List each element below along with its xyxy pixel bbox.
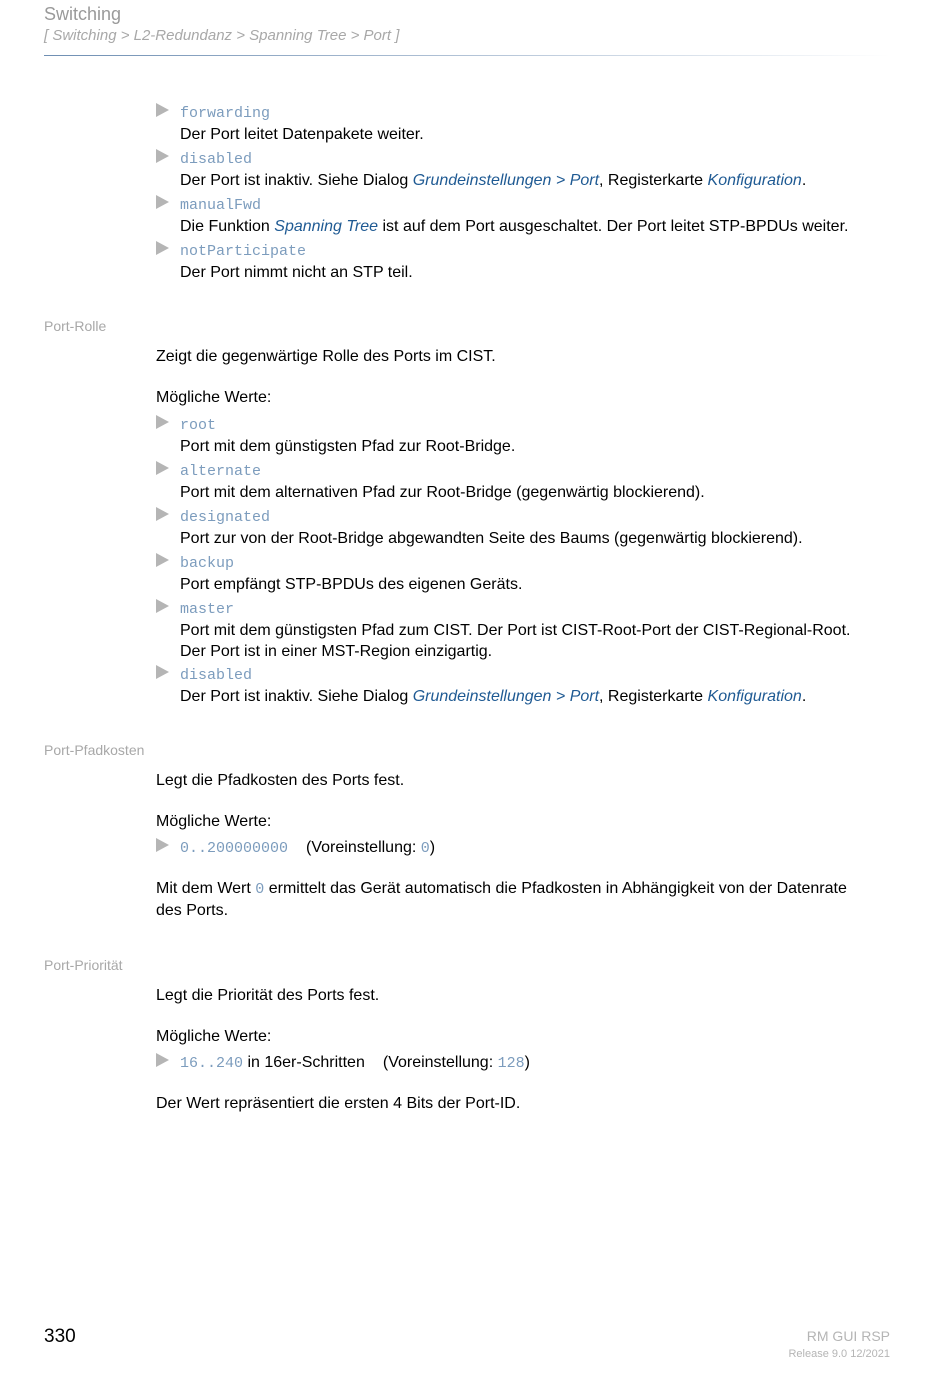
tab-link[interactable]: Konfiguration — [707, 172, 802, 189]
bullet-triangle-icon — [156, 599, 169, 613]
page-number: 330 — [44, 1326, 76, 1347]
section-description: Legt die Priorität des Ports fest. — [156, 987, 380, 1004]
possible-values-label: Mögliche Werte: — [156, 389, 272, 406]
bullet-triangle-icon — [156, 553, 169, 567]
dialog-link[interactable]: Grundeinstellungen > Port — [412, 688, 600, 705]
value-code: root — [180, 417, 217, 434]
default-value: 128 — [497, 1055, 525, 1072]
value-code: disabled — [180, 667, 253, 684]
value-description: Der Port ist inaktiv. Siehe Dialog Grundeinstellungen > Port, Registerkarte Konfiguration. — [180, 688, 807, 705]
section-label: Port-Pfadkosten — [44, 742, 145, 758]
bullet-triangle-icon — [156, 461, 169, 475]
value-range: 0..200000000 — [180, 840, 289, 857]
list-item — [156, 414, 515, 457]
section-description: Legt die Pfadkosten des Ports fest. — [156, 772, 405, 789]
list-item — [156, 506, 803, 549]
value-description: Der Port ist in einer MST-Region einzigartig. — [180, 643, 493, 660]
dialog-link[interactable]: Grundeinstellungen > Port — [412, 172, 600, 189]
value-code: backup — [180, 555, 235, 572]
bullet-triangle-icon — [156, 195, 169, 209]
tab-link[interactable]: Konfiguration — [707, 688, 802, 705]
value-code: designated — [180, 509, 271, 526]
value-code: forwarding — [180, 105, 271, 122]
default-label: (Voreinstellung: — [306, 839, 421, 856]
value-code: disabled — [180, 151, 253, 168]
value-description: Der Port ist inaktiv. Siehe Dialog Grundeinstellungen > Port, Registerkarte Konfiguration. — [180, 172, 807, 189]
value-description: Die Funktion Spanning Tree ist auf dem Port ausgeschaltet. Der Port leitet STP-BPDUs weiter. — [180, 218, 849, 235]
list-item — [156, 148, 806, 191]
list-item — [156, 240, 413, 283]
value-range: 16..240 — [180, 1055, 244, 1072]
value-description: Port mit dem günstigsten Pfad zur Root-Bridge. — [180, 438, 516, 455]
bullet-triangle-icon — [156, 415, 169, 429]
value-description: Port empfängt STP-BPDUs des eigenen Geräts. — [180, 576, 523, 593]
section-description: Zeigt die gegenwärtige Rolle des Ports im CIST. — [156, 348, 496, 365]
value-description: Der Port nimmt nicht an STP teil. — [180, 264, 413, 281]
value-code: master — [180, 601, 235, 618]
section-note: Mit dem Wert 0 ermittelt das Gerät automatisch die Pfadkosten in Abhängigkeit von der Datenrate des Ports. — [156, 880, 847, 919]
bullet-triangle-icon — [156, 103, 169, 117]
list-item: 16..240 in 16er-Schritten (Voreinstellung: 128) — [156, 1052, 530, 1074]
breadcrumb: [ Switching > L2-Redundanz > Spanning Tree > Port ] — [44, 27, 400, 44]
list-item — [156, 598, 850, 662]
page-header-title: Switching — [44, 4, 122, 24]
value-code: alternate — [180, 463, 262, 480]
list-item — [156, 460, 705, 503]
section-note: Der Wert repräsentiert die ersten 4 Bits der Port-ID. — [156, 1095, 521, 1112]
value-code: manualFwd — [180, 197, 262, 214]
value-description: Port zur von der Root-Bridge abgewandten Seite des Baums (gegenwärtig blockierend). — [180, 530, 803, 547]
default-label: (Voreinstellung: — [382, 1054, 498, 1071]
bullet-triangle-icon — [156, 241, 169, 255]
release-info: Release 9.0 12/2021 — [788, 1348, 890, 1360]
header-divider — [44, 55, 890, 56]
function-link[interactable]: Spanning Tree — [274, 218, 379, 235]
bullet-triangle-icon — [156, 665, 169, 679]
list-item — [156, 194, 848, 237]
document-name: RM GUI RSP — [806, 1328, 890, 1344]
list-item: 0..200000000 (Voreinstellung: 0) — [156, 837, 435, 859]
possible-values-label: Mögliche Werte: — [156, 1028, 272, 1045]
value-description: Port mit dem alternativen Pfad zur Root-Bridge (gegenwärtig blockierend). — [180, 484, 705, 501]
list-item — [156, 102, 424, 145]
value-code: notParticipate — [180, 243, 307, 260]
value-description: Der Port leitet Datenpakete weiter. — [180, 126, 424, 143]
bullet-triangle-icon — [156, 1053, 169, 1067]
possible-values-label: Mögliche Werte: — [156, 813, 272, 830]
bullet-triangle-icon — [156, 507, 169, 521]
value-description: Port mit dem günstigsten Pfad zum CIST. Der Port ist CIST-Root-Port der CIST-Regional-Root. — [180, 622, 851, 639]
section-label: Port-Priorität — [44, 957, 123, 973]
bullet-triangle-icon — [156, 149, 169, 163]
list-item — [156, 552, 522, 595]
default-value: 0 — [420, 840, 430, 857]
list-item — [156, 664, 806, 707]
bullet-triangle-icon — [156, 838, 169, 852]
section-label: Port-Rolle — [44, 318, 107, 334]
